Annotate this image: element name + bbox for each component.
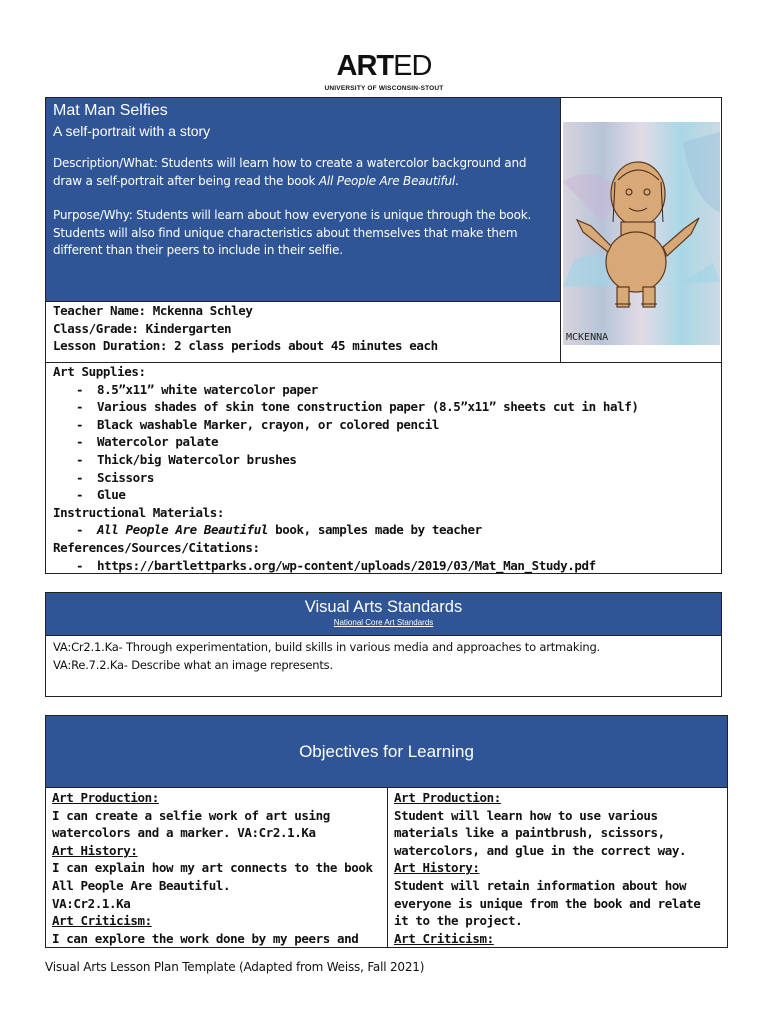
objective-heading: Art History: [52,842,138,858]
lesson-duration: Lesson Duration: 2 class periods about 45 minutes each [53,338,438,354]
lesson-summary-cell [46,98,560,301]
teacher-info-cell [53,302,553,355]
logo-wordmark [0,50,768,82]
supplies-section [53,363,713,574]
arted-logo [0,50,768,92]
instructional-book-title: All People Are Beautiful [97,522,269,538]
lesson-subtitle: A self-portrait with a story [53,123,211,139]
objective-text: VA:Cr2.1.Ka [52,895,131,911]
instructional-item-text: book, samples made by teacher [268,522,482,538]
lesson-purpose: Purpose/Why: Students will learn about how everyone is unique through the book. Students will also find unique characteristics about themselves that make them different than their peers to include in their selfie. [53,208,532,257]
objective-text: I can create a selfie work of art using watercolors and a marker. VA:Cr2.1.Ka [52,807,330,841]
objective-heading: Art Production: [52,790,159,805]
supply-item: - Thick/big Watercolor brushes [53,451,713,469]
supply-item: - 8.5”x11” white watercolor paper [53,381,713,399]
objective-text: Student will learn how to use various materials like a paintbrush, scissors, watercolors, and glue in the correct way. [394,807,687,858]
objectives-title: Objectives for Learning [299,742,474,761]
standards-body [46,636,721,676]
supply-item: - Various shades of skin tone construction paper (8.5”x11” sheets cut in half) [53,398,713,416]
objective-heading: Art Production: [394,790,501,805]
objectives-header [46,716,727,788]
page-footer: Visual Arts Lesson Plan Template (Adapted from Weiss, Fall 2021) [45,960,425,974]
references-list [53,557,713,575]
supply-item: - Scissors [53,469,713,487]
standards-link[interactable]: National Core Art Standards [333,618,434,627]
standards-title: Visual Arts Standards [304,598,463,616]
lesson-description [53,155,553,190]
logo-subtitle: UNIVERSITY OF WISCONSIN-STOUT [324,85,444,92]
objective-heading: Art Criticism: [52,913,152,929]
objective-text: I can explain how my art connects to the book All People Are Beautiful. [52,860,373,893]
description-book-title: All People Are Beautiful [318,173,456,188]
objective-heading: Art Criticism: [394,930,494,946]
references-heading: References/Sources/Citations: [53,539,260,555]
standard-line: VA:Re.7.2.Ka- Describe what an image represents. [53,658,333,672]
lesson-title: Mat Man Selfies [53,102,168,119]
standards-table [45,592,722,697]
reference-link[interactable]: - https://bartlettparks.org/wp-content/uploads/2019/03/Mat_Man_Study.pdf [53,557,713,575]
supply-item: - Watercolor palate [53,433,713,451]
teacher-name: Teacher Name: Mckenna Schley [53,303,253,318]
cell-divider [560,98,561,362]
objective-text: I can explore the work done by my peers and [52,930,359,946]
instructional-item [53,521,713,539]
description-period: . [455,173,459,188]
sample-artwork-image [563,122,720,345]
objectives-table [45,715,728,948]
objective-text: Student will retain information about how everyone is unique from the book and relate it to the project. [394,877,701,929]
logo-word-bold: ART [336,50,394,82]
lesson-overview-table [45,97,722,574]
supplies-list [53,381,713,504]
standard-line: VA:Cr2.1.Ka- Through experimentation, build skills in various media and approaches to artmaking. [53,640,601,654]
description-text: Description/What: Students will learn how to create a watercolor background and draw a self-portrait after being read the book [53,156,527,188]
class-grade: Class/Grade: Kindergarten [53,320,232,336]
objectives-student-column [46,788,388,948]
artwork-signature: MCKENNA [566,332,609,343]
objectives-teacher-column [388,788,727,948]
instructional-list [53,521,713,539]
logo-word-light: ED [393,50,432,82]
supplies-heading: Art Supplies: [53,364,146,379]
instructional-heading: Instructional Materials: [53,504,225,520]
supply-item: - Glue [53,486,713,504]
objective-heading: Art History: [394,860,480,876]
standards-header [46,593,721,636]
supply-item: - Black washable Marker, crayon, or colored pencil [53,416,713,434]
